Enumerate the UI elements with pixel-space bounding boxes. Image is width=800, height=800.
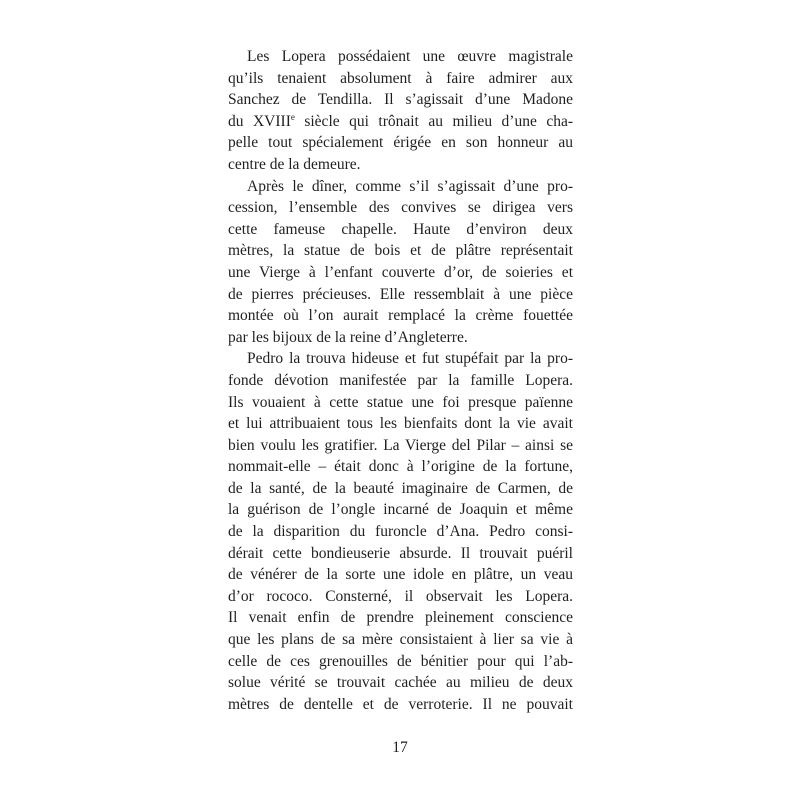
- text-line: la guérison de l’ongle incarné de Joaquin et même: [228, 501, 573, 519]
- superscript: e: [290, 111, 295, 122]
- text-line: montée où l’on aurait remplacé la crème fouettée: [228, 307, 573, 325]
- text-line: fonde dévotion manifestée par la famille Lopera.: [228, 371, 573, 389]
- text-line: dérait cette bondieuserie absurde. Il trouvait puéril: [228, 544, 573, 562]
- text-line: et lui attribuaient tous les bienfaits dont la vie avait: [228, 415, 573, 433]
- text-line: de vénérer de la sorte une idole en plâtre, un veau: [228, 566, 573, 584]
- body-text: [228, 46, 573, 715]
- text-line: de la santé, de la beauté imaginaire de Carmen, de: [228, 479, 573, 497]
- text-line: celle de ces grenouilles de bénitier pour qui l’ab-: [228, 652, 573, 670]
- text-line: [228, 176, 573, 198]
- text-line: une Vierge à l’enfant couverte d’or, de soieries et: [228, 263, 573, 281]
- text-line: cession, l’ensemble des convives se dirigea vers: [228, 199, 573, 217]
- text-line: solue vérité se trouvait cachée au milieu de deux: [228, 674, 573, 692]
- text-line: bien voulu les gratifier. La Vierge del Pilar – ainsi se: [228, 436, 573, 454]
- text-line: de pierres précieuses. Elle ressemblait à une pièce: [228, 285, 573, 303]
- text-line: d’or rococo. Consterné, il observait les Lopera.: [228, 587, 573, 605]
- text-line-content: Pedro la trouva hideuse et fut stupéfait par la pro-: [247, 350, 573, 368]
- text-line: de la disparition du furoncle d’Ana. Pedro consi-: [228, 523, 573, 541]
- text-line: pelle tout spécialement érigée en son honneur au: [228, 134, 573, 152]
- text-line: centre de la demeure.: [228, 155, 361, 173]
- text-line-content: Les Lopera possédaient une œuvre magistrale: [247, 48, 573, 65]
- text-line: Il venait enfin de prendre pleinement conscience: [228, 609, 573, 627]
- text-line: mètres de dentelle et de verroterie. Il ne pouvait: [228, 695, 573, 713]
- text-line: Sanchez de Tendilla. Il s’agissait d’une Madone: [228, 91, 573, 109]
- text-line: qu’ils tenaient absolument à faire admirer aux: [228, 69, 573, 87]
- text-line: [228, 46, 573, 68]
- text-line: cette fameuse chapelle. Haute d’environ deux: [228, 220, 573, 238]
- text-line: nommait-elle – était donc à l’origine de la fortune,: [228, 458, 573, 476]
- text-line-content: Après le dîner, comme s’il s’agissait d’une pro-: [247, 177, 573, 195]
- text-line: par les bijoux de la reine d’Angleterre.: [228, 328, 468, 346]
- text-line: mètres, la statue de bois et de plâtre représentait: [228, 242, 573, 260]
- text-line: du XVIIIe siècle qui trônait au milieu d’une cha-: [228, 111, 573, 130]
- text-line: [228, 348, 573, 370]
- text-line: Ils vouaient à cette statue une foi presque païenne: [228, 393, 573, 411]
- page-number: 17: [392, 739, 408, 756]
- text-line: que les plans de sa mère consistaient à lier sa vie à: [228, 631, 573, 649]
